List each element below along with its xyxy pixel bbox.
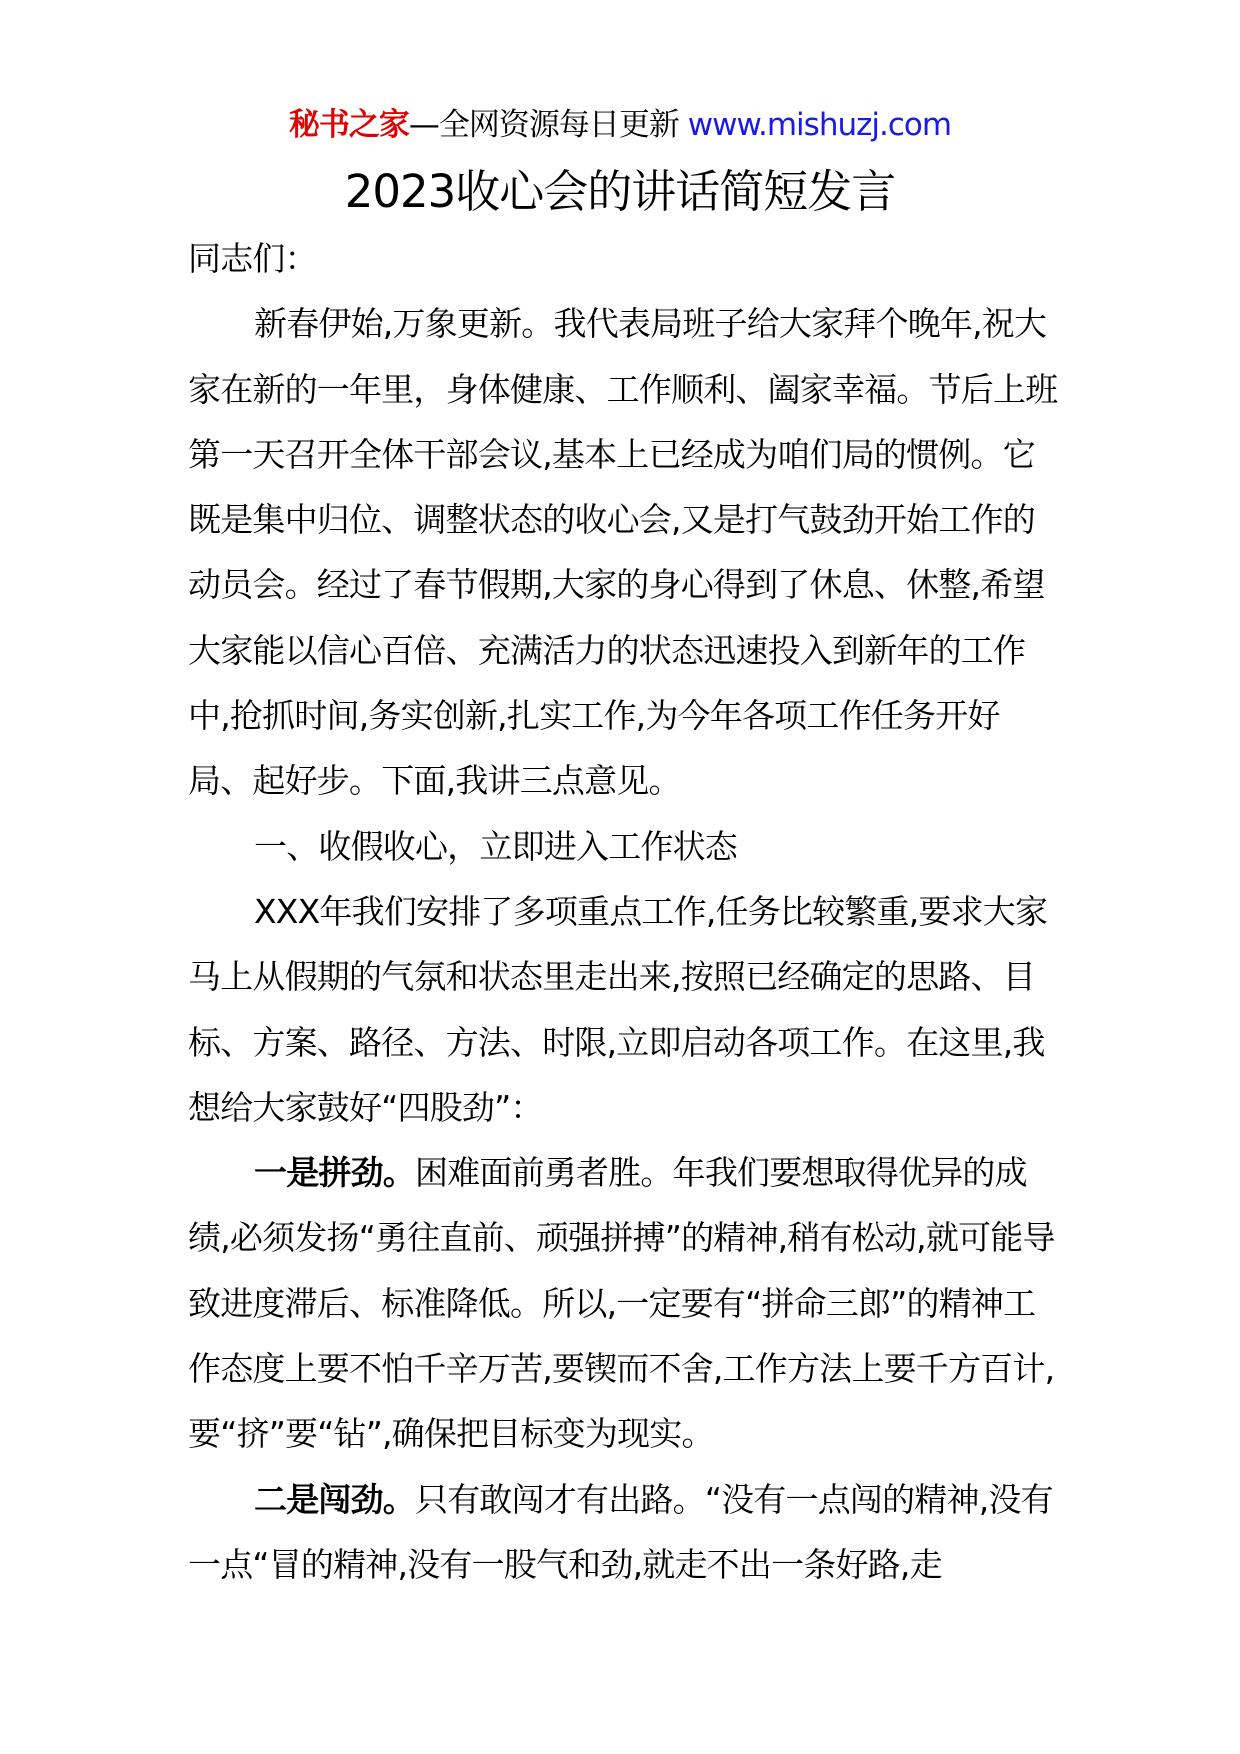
paragraph-pinjin <box>188 1140 1058 1466</box>
paragraph-chuangjin-lead: 二是闯劲。 <box>254 1479 416 1519</box>
site-tagline: —全网资源每日更新 <box>408 107 679 143</box>
site-brand: 秘书之家 <box>288 107 409 143</box>
paragraph-section1: XXX年我们安排了多项重点工作,任务比较繁重,要求大家马上从假期的气氛和状态里走出来,按照已经确定的思路、目标、方案、路径、方法、时限,立即启动各项工作。在这里,我想给大家鼓好“四股劲”： <box>188 891 1048 1127</box>
paragraph-chuangjin <box>188 1467 1058 1598</box>
section-heading-1: 一、收假收心，立即进入工作状态 <box>254 826 738 866</box>
document-body <box>188 226 1058 1597</box>
site-url[interactable]: www.mishuzj.com <box>687 107 952 143</box>
site-header <box>0 100 1240 150</box>
paragraph-pinjin-text: 困难面前勇者胜。年我们要想取得优异的成绩,必须发扬“勇往直前、顽强拼搏”的精神,稍有松动,就可能导致进度滞后、标准降低。所以,一定要有“拼命三郎”的精神工作态度上要不怕千辛万苦,要锲而不舍,工作方法上要千方百计,要“挤”要“钻”,确保把目标变为现实。 <box>188 1153 1055 1454</box>
paragraph-intro: 新春伊始,万象更新。我代表局班子给大家拜个晚年,祝大家在新的一年里，身体健康、工作顺利、阖家幸福。节后上班第一天召开全体干部会议,基本上已经成为咱们局的惯例。它既是集中归位、调整状态的收心会,又是打气鼓劲开始工作的动员会。经过了春节假期,大家的身心得到了休息、休整,希望大家能以信心百倍、充满活力的状态迅速投入到新年的工作中,抢抓时间,务实创新,扎实工作,为今年各项工作任务开好局、起好步。下面,我讲三点意见。 <box>188 304 1058 801</box>
salutation: 同志们： <box>188 239 317 278</box>
paragraph-chuangjin-text: 只有敢闯才有出路。“没有一点闯的精神,没有一点“冒的精神,没有一股气和劲,就走不出一条好路,走 <box>188 1479 1053 1584</box>
document-title: 2023收心会的讲话简短发言 <box>344 165 896 218</box>
paragraph-pinjin-lead: 一是拼劲。 <box>254 1153 416 1193</box>
